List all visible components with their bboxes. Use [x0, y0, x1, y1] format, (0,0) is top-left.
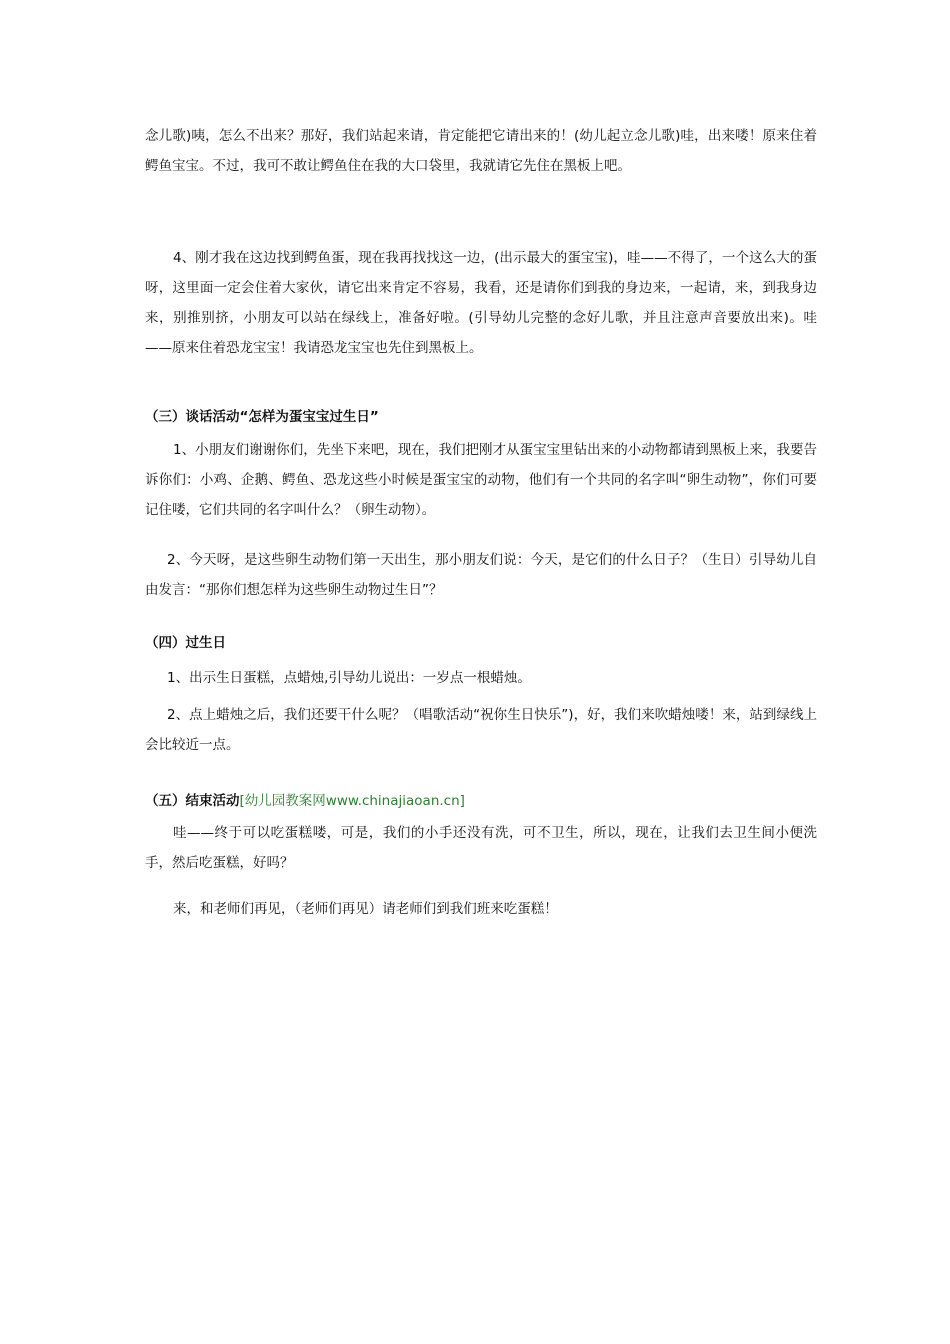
- section-3-paragraph-2: 2、今天呀，是这些卵生动物们第一天出生，那小朋友们说：今天，是它们的什么日子？（生日）引导幼儿自由发言：“那你们想怎样为这些卵生动物过生日”？: [145, 552, 817, 598]
- section-4-heading: （四）过生日: [145, 635, 226, 651]
- section-4-paragraph-1: 1、出示生日蛋糕，点蜡烛,引导幼儿说出：一岁点一根蜡烛。: [167, 670, 531, 686]
- section-4-paragraph-2: 2、点上蜡烛之后，我们还要干什么呢？（唱歌活动“祝你生日快乐”)，好，我们来吹蜡烛喽！来，站到绿线上会比较近一点。: [145, 707, 817, 753]
- section-5-paragraph-2: 来，和老师们再见，（老师们再见）请老师们到我们班来吃蛋糕！: [173, 901, 558, 917]
- paragraph-intro: 念儿歌)咦，怎么不出来？那好，我们站起来请，肯定能把它请出来的！(幼儿起立念儿歌)哇，出来喽！原来住着鳄鱼宝宝。不过，我可不敢让鳄鱼住在我的大口袋里，我就请它先住在黑板上吧。: [145, 128, 817, 174]
- section-5-heading: [145, 789, 465, 813]
- section-5-title: （五）结束活动: [145, 793, 240, 809]
- link-bracket-close: ]: [459, 793, 465, 809]
- link-site-name: 幼儿园教案网: [244, 793, 326, 809]
- section-3-paragraph-1: 1、小朋友们谢谢你们，先坐下来吧，现在，我们把刚才从蛋宝宝里钻出来的小动物都请到黑板上来，我要告诉你们：小鸡、企鹅、鳄鱼、恐龙这些小时候是蛋宝宝的动物，他们有一个共同的名字叫“卵生动物”，你们可要记住喽，它们共同的名字叫什么？（卵生动物）。: [145, 442, 817, 518]
- source-link[interactable]: [240, 793, 465, 809]
- section-3-heading: （三）谈话活动“怎样为蛋宝宝过生日”: [145, 409, 379, 425]
- section-5-paragraph-1: 哇——终于可以吃蛋糕喽，可是，我们的小手还没有洗，可不卫生，所以，现在，让我们去卫生间小便洗手，然后吃蛋糕，好吗？: [145, 825, 817, 871]
- paragraph-step-4: 4、刚才我在这边找到鳄鱼蛋，现在我再找找这一边，(出示最大的蛋宝宝)，哇——不得了，一个这么大的蛋呀，这里面一定会住着大家伙，请它出来肯定不容易，我看，还是请你们到我的身边来，一起请，来，到我身边来，别推别挤，小朋友可以站在绿线上，准备好啦。(引导幼儿完整的念好儿歌，并且注意声音要放出来)。哇——原来住着恐龙宝宝！我请恐龙宝宝也先住到黑板上。: [145, 250, 817, 356]
- link-bracket-open: [: [239, 793, 245, 809]
- link-url: www.chinajiaoan.cn: [325, 793, 460, 809]
